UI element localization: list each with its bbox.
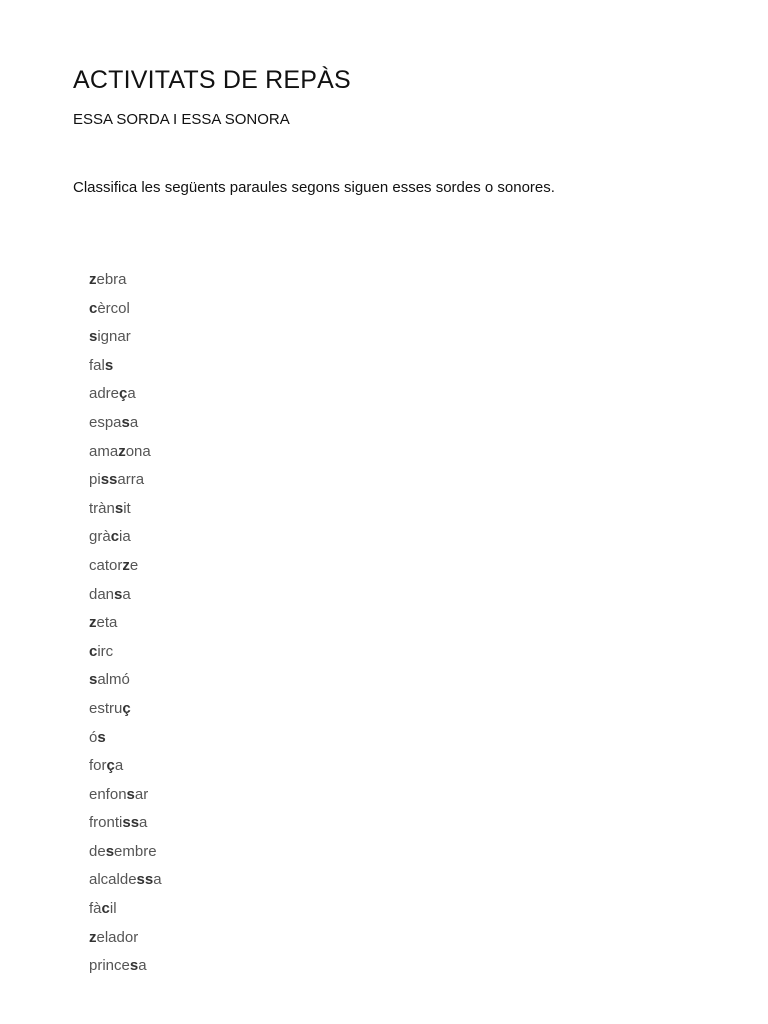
word-part-before: prince (89, 957, 130, 975)
highlighted-letters: z (118, 442, 126, 460)
highlighted-letters: s (126, 785, 135, 803)
word-item (89, 384, 162, 413)
word-item (89, 842, 162, 871)
word-part-after: elador (96, 928, 139, 946)
word-part-after: a (127, 385, 136, 403)
highlighted-letters: ss (122, 814, 140, 832)
highlighted-letters: ç (122, 699, 131, 717)
word-part-after: a (122, 585, 131, 603)
highlighted-letters: s (89, 671, 98, 689)
word-item (89, 527, 162, 556)
word-part-after: a (114, 757, 124, 775)
word-part-after: ia (119, 528, 131, 546)
word-part-before: ó (89, 728, 98, 746)
word-part-before: fal (89, 356, 105, 374)
word-list (89, 270, 162, 985)
word-item (89, 299, 162, 328)
word-item (89, 442, 162, 471)
word-item (89, 413, 162, 442)
word-part-after: embre (114, 842, 157, 860)
word-item (89, 928, 162, 957)
word-item (89, 699, 162, 728)
word-item (89, 556, 162, 585)
word-part-before: fà (89, 900, 102, 918)
highlighted-letters: ç (106, 757, 115, 775)
word-part-after: e (129, 556, 139, 574)
page-title: ACTIVITATS DE REPÀS (73, 66, 351, 94)
highlighted-letters: s (105, 842, 115, 860)
word-part-after: it (123, 499, 131, 517)
word-part-before: dan (89, 585, 115, 603)
highlighted-letters: s (129, 957, 139, 975)
highlighted-letters: s (89, 328, 98, 346)
highlighted-letters: z (89, 614, 97, 632)
word-part-before: de (89, 842, 106, 860)
word-item (89, 470, 162, 499)
word-part-after: almó (97, 671, 130, 689)
highlighted-letters: s (121, 413, 130, 431)
word-part-after: a (153, 871, 162, 889)
highlighted-letters: ç (119, 385, 128, 403)
highlighted-letters: ss (100, 471, 118, 489)
word-part-after: ebra (96, 271, 127, 288)
word-part-after: èrcol (97, 299, 130, 317)
word-item (89, 499, 162, 528)
word-part-after: a (139, 814, 148, 832)
word-item (89, 613, 162, 642)
word-part-before: fronti (89, 814, 123, 832)
word-part-after: eta (96, 614, 118, 632)
highlighted-letters: c (110, 528, 120, 546)
word-part-after: arra (117, 471, 145, 489)
word-part-after: a (129, 413, 139, 431)
page-subtitle: ESSA SORDA I ESSA SONORA (73, 111, 290, 128)
word-part-before: pi (89, 471, 101, 489)
highlighted-letters: z (89, 928, 97, 946)
word-item (89, 356, 162, 385)
word-part-after: il (109, 900, 117, 918)
word-item (89, 813, 162, 842)
word-item (89, 899, 162, 928)
word-part-after: ignar (97, 328, 131, 346)
word-item (89, 642, 162, 671)
highlighted-letters: ss (136, 871, 154, 889)
word-part-before: grà (89, 528, 111, 546)
word-item (89, 956, 162, 985)
word-part-after: ar (134, 785, 149, 803)
highlighted-letters: c (101, 900, 110, 918)
word-part-before: tràn (89, 499, 115, 517)
highlighted-letters: s (97, 728, 106, 746)
word-item (89, 670, 162, 699)
word-part-before: espa (89, 413, 122, 431)
instruction-text: Classifica les següents paraules segons siguen esses sordes o sonores. (73, 179, 555, 196)
highlighted-letters: z (122, 556, 130, 574)
highlighted-letters: s (104, 356, 114, 374)
word-part-after: irc (97, 642, 114, 660)
word-part-before: ama (89, 442, 119, 460)
word-part-before: cator (89, 556, 123, 574)
highlighted-letters: s (114, 499, 124, 517)
word-part-before: for (89, 757, 107, 775)
highlighted-letters: s (114, 585, 123, 603)
word-part-before: alcalde (89, 871, 137, 889)
word-item (89, 756, 162, 785)
highlighted-letters: c (89, 299, 98, 317)
word-part-before: enfon (89, 785, 127, 803)
word-item (89, 327, 162, 356)
highlighted-letters: c (89, 642, 98, 660)
word-item (89, 870, 162, 899)
word-part-before: adre (89, 385, 120, 403)
word-item (89, 728, 162, 757)
word-part-after: ona (125, 442, 151, 460)
word-item (89, 270, 162, 299)
word-item (89, 585, 162, 614)
word-part-after: a (138, 957, 147, 975)
word-part-before: estru (89, 699, 123, 717)
word-item (89, 785, 162, 814)
highlighted-letters: z (89, 271, 97, 288)
